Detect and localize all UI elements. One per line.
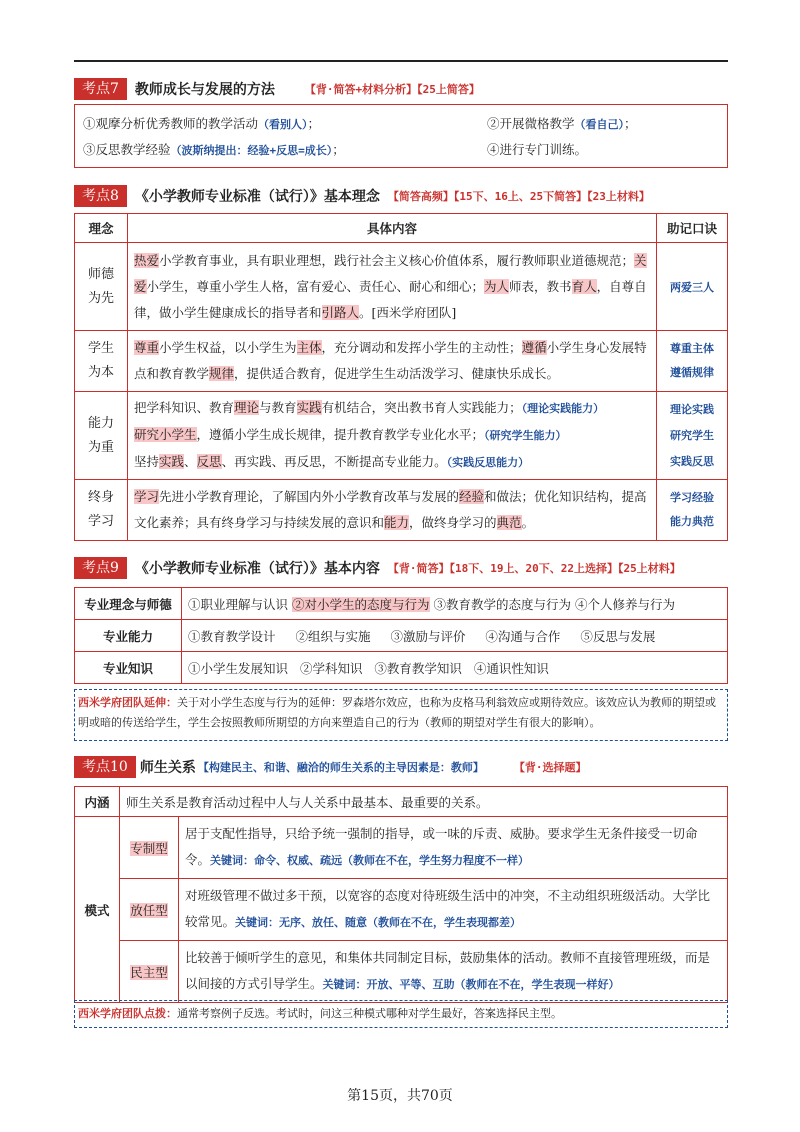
section-7-box [74, 104, 728, 168]
col-header: 具体内容 [128, 214, 657, 243]
section-7-tag: 考点7 [74, 78, 127, 100]
row-mnemonic: 学习经验 能力典范 [657, 480, 728, 541]
section-8-note: 【简答高频】【15下、16上、25下简答】【23上材料】 [387, 190, 650, 203]
table-row [75, 588, 728, 620]
row-label: 能力为重 [75, 392, 128, 480]
table-row [75, 817, 728, 879]
table-row [75, 620, 728, 652]
content-table [74, 587, 728, 684]
row-content: ①小学生发展知识 ②学科知识 ③教育教学知识 ④通识性知识 [182, 652, 728, 684]
mode-content: 居于支配性指导，只给予统一强制的指导，或一味的斥责、威胁。要求学生无条件接受一切命令。关键词：命令、权威、疏远（教师在不在，学生努力程度不一样） [179, 817, 728, 879]
table-row [75, 879, 728, 941]
tip-note: 西米学府团队点拨：通常考察例子反选。考试时，问这三种模式哪种对学生最好，答案选择民主型。 [74, 1000, 728, 1028]
row-content: 师生关系是教育活动过程中人与人关系中最基本、最重要的关系。 [120, 787, 728, 817]
method-item: ①观摩分析优秀教师的教学活动（看别人）； [83, 116, 321, 131]
table-row [75, 787, 728, 817]
row-label: 内涵 [75, 787, 120, 817]
row-mnemonic: 尊重主体 遵循规律 [657, 331, 728, 392]
table-row [75, 392, 728, 480]
row-label: 专业能力 [75, 620, 182, 652]
mode-name: 放任型 [120, 879, 179, 941]
top-rule [74, 60, 728, 62]
table-row [75, 480, 728, 541]
row-label: 模式 [75, 817, 120, 1003]
mode-name: 专制型 [120, 817, 179, 879]
section-9-tag: 考点9 [74, 557, 127, 579]
table-row [75, 331, 728, 392]
mode-content: 对班级管理不做过多干预，以宽容的态度对待班级生活中的冲突，不主动组织班级活动。大学比较常见。关键词：无序、放任、随意（教师在不在，学生表现都差） [179, 879, 728, 941]
row-content: 热爱小学教育事业，具有职业理想，践行社会主义核心价值体系，履行教师职业道德规范；关爱小学生，尊重小学生人格，富有爱心、责任心、耐心和细心；为人师表，教书育人，自尊自律，做小学生健康成长的指导者和引路人。[西米学府团队] [128, 243, 657, 331]
section-7-title: 教师成长与发展的方法 [134, 82, 275, 98]
col-header: 理念 [75, 214, 128, 243]
section-9-note: 【背·简答】【18下、19上、20下、22上选择】【25上材料】 [387, 562, 681, 575]
row-content: ①教育教学设计 ②组织与实施 ③激励与评价 ④沟通与合作 ⑤反思与发展 [182, 620, 728, 652]
row-label: 专业知识 [75, 652, 182, 684]
section-8-tag: 考点8 [74, 185, 127, 207]
row-content: ①职业理解与认识 ②对小学生的态度与行为 ③教育教学的态度与行为 ④个人修养与行为 [182, 588, 728, 620]
method-item: ②开展微格教学（看自己）； [487, 116, 637, 131]
relationship-table [74, 786, 728, 1003]
mode-content: 比较善于倾听学生的意见，和集体共同制定目标，鼓励集体的活动。教师不直接管理班级，而是以间接的方式引导学生。关键词：开放、平等、互助（教师在不在，学生表现一样好） [179, 941, 728, 1003]
section-8-header [74, 185, 728, 207]
row-mnemonic: 两爱三人 [657, 243, 728, 331]
row-label: 终身学习 [75, 480, 128, 541]
section-9-header [74, 557, 728, 579]
mode-name: 民主型 [120, 941, 179, 1003]
col-header: 助记口诀 [657, 214, 728, 243]
section-10-note: 【背·选择题】 [513, 761, 587, 774]
row-content: 尊重小学生权益，以小学生为主体，充分调动和发挥小学生的主动性；遵循小学生身心发展特点和教育教学规律，提供适合教育，促进学生生动活泼学习、健康快乐成长。 [128, 331, 657, 392]
row-label: 专业理念与师德 [75, 588, 182, 620]
section-10-tag: 考点10 [74, 756, 136, 778]
section-10-subnote: 【构建民主、和谐、融洽的师生关系的主导因素是：教师】 [197, 761, 484, 774]
method-item: ③反思教学经验（波斯纳提出：经验+反思=成长）； [83, 142, 345, 157]
row-label: 师德为先 [75, 243, 128, 331]
row-content: 学习先进小学教育理论，了解国内外小学教育改革与发展的经验和做法；优化知识结构，提高文化素养；具有终身学习与持续发展的意识和能力，做终身学习的典范。 [128, 480, 657, 541]
section-7-note: 【背·简答+材料分析】【25上简答】 [304, 83, 480, 96]
table-row [75, 243, 728, 331]
section-10-header [74, 756, 728, 778]
row-label: 学生为本 [75, 331, 128, 392]
table-row [75, 941, 728, 1003]
section-10-title: 师生关系 [139, 760, 196, 776]
section-7-header [74, 78, 728, 100]
table-row [75, 652, 728, 684]
section-9-title: 《小学教师专业标准（试行）》基本内容 [134, 561, 380, 577]
extension-note: 西米学府团队延伸：关于对小学生态度与行为的延伸：罗森塔尔效应，也称为皮格马利翁效应或期待效应。该效应认为教师的期望或明或暗的传送给学生，学生会按照教师所期望的方向来塑造自己的行为（教师的期望对学生有很大的影响）。 [74, 689, 728, 741]
row-content: 把学科知识、教育理论与教育实践有机结合，突出教书育人实践能力；（理论实践能力） 研究小学生，遵循小学生成长规律，提升教育教学专业化水平；（研究学生能力） 坚持实践、反思、再实践、再反思，不断提高专业能力。（实践反思能力） [128, 392, 657, 480]
philosophy-table [74, 213, 728, 541]
page-number: 第15页，共70页 [347, 1088, 453, 1104]
section-8-title: 《小学教师专业标准（试行）》基本理念 [134, 189, 380, 205]
row-mnemonic: 理论实践 研究学生 实践反思 [657, 392, 728, 480]
method-item: ④进行专门训练。 [487, 142, 588, 157]
